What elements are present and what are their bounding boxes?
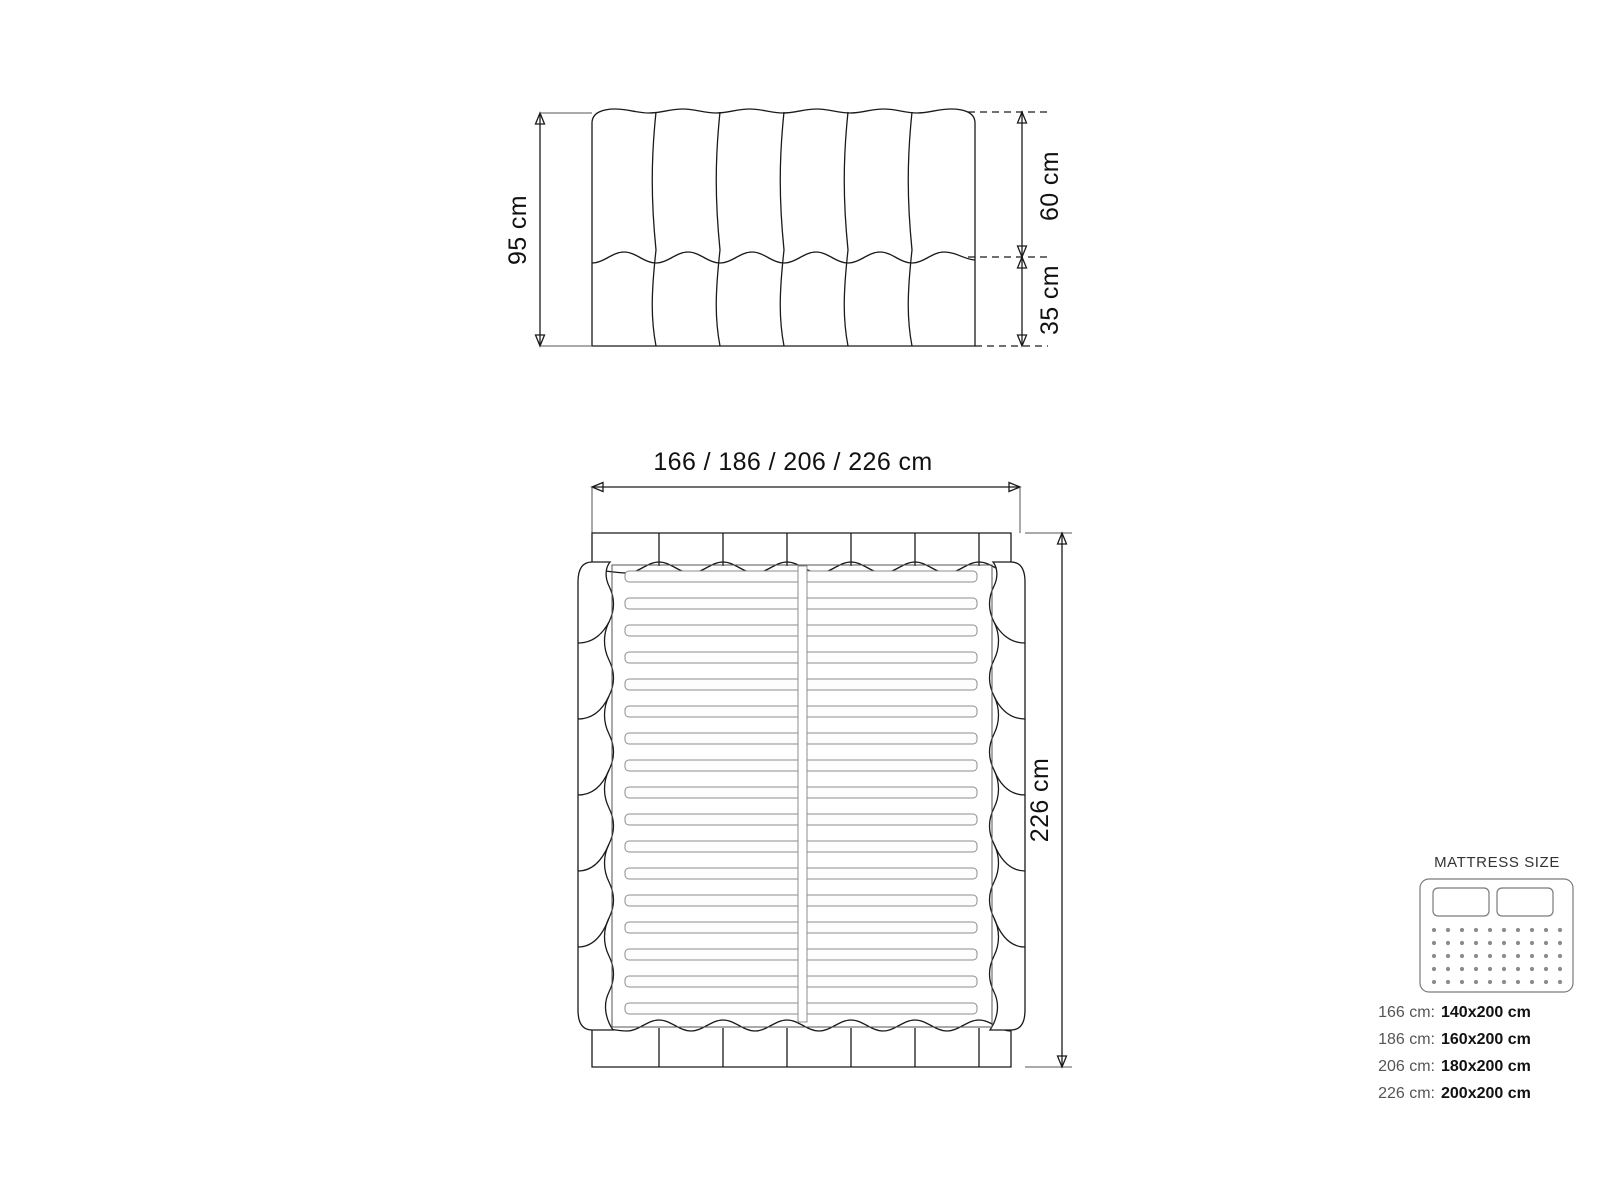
label-overall-length: 226 cm	[1026, 757, 1054, 843]
legend-title: MATTRESS SIZE	[1434, 854, 1560, 871]
dimension-overall-length	[1025, 533, 1072, 1067]
label-headboard-lower: 35 cm	[1036, 264, 1064, 336]
label-total-height: 95 cm	[504, 194, 532, 266]
legend-row-key: 206 cm:	[1378, 1058, 1435, 1075]
label-headboard-upper: 60 cm	[1036, 150, 1064, 222]
plan-right-rail	[990, 562, 1026, 1030]
legend-row-value: 160x200 cm	[1441, 1031, 1531, 1048]
label-overall-width: 166 / 186 / 206 / 226 cm	[653, 448, 933, 476]
legend-row-value: 140x200 cm	[1441, 1004, 1531, 1021]
legend-row-key: 166 cm:	[1378, 1004, 1435, 1021]
headboard-cushions	[592, 109, 975, 346]
dimension-overall-width	[592, 448, 1020, 533]
mattress-icon	[1420, 879, 1573, 992]
front-elevation-view	[504, 109, 1064, 346]
mattress-size-legend	[1378, 854, 1573, 1102]
legend-row-value: 180x200 cm	[1441, 1058, 1531, 1075]
legend-row	[1378, 1058, 1531, 1075]
legend-row	[1378, 1031, 1531, 1048]
dimension-headboard-lower	[1018, 257, 1065, 346]
top-plan-view	[578, 448, 1072, 1067]
plan-left-rail	[578, 562, 614, 1030]
legend-row-value: 200x200 cm	[1441, 1085, 1531, 1102]
legend-row	[1378, 1085, 1531, 1102]
legend-row-key: 186 cm:	[1378, 1031, 1435, 1048]
dimension-total-height	[504, 113, 592, 346]
legend-row-key: 226 cm:	[1378, 1085, 1435, 1102]
legend-row	[1378, 1004, 1531, 1021]
dimension-headboard-upper	[1018, 112, 1065, 257]
